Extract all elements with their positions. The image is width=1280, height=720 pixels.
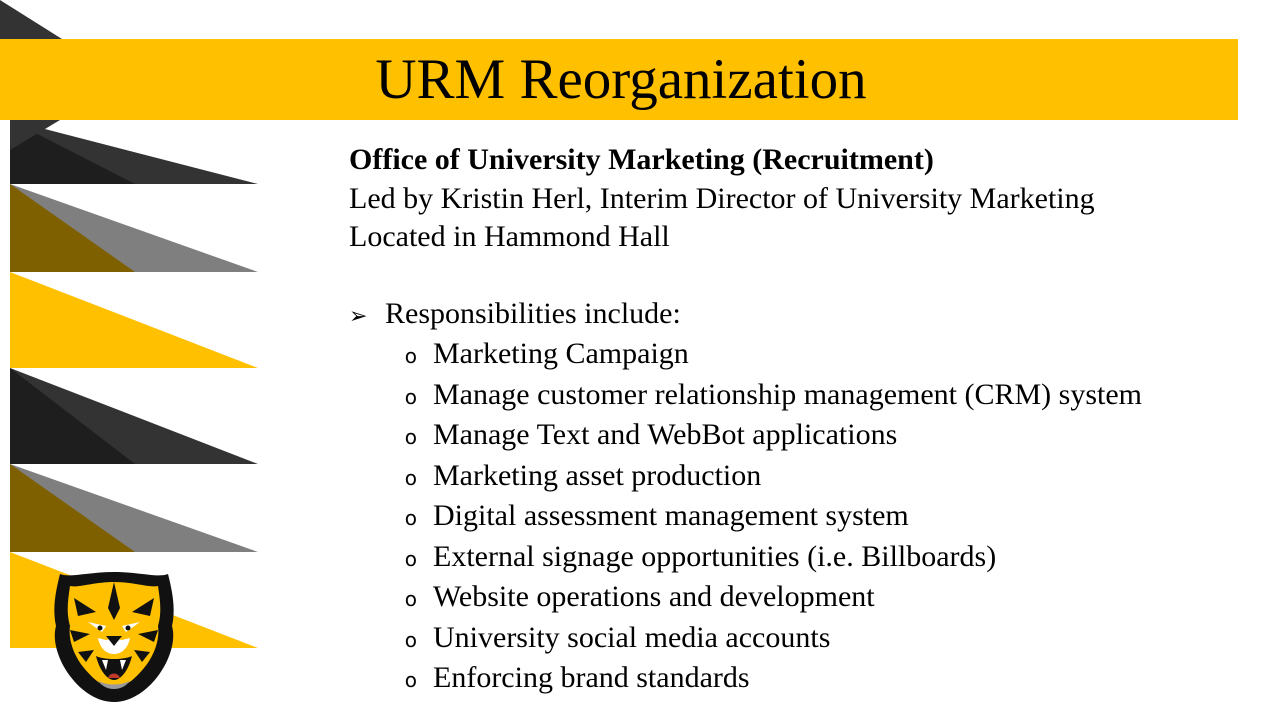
responsibilities-bullet [349, 295, 1279, 336]
bullet-label: Responsibilities include: [385, 296, 681, 330]
circle-bullet-icon: o [404, 344, 417, 368]
list-item-text: Website operations and development [433, 580, 875, 613]
tiger-head-logo-icon [48, 568, 180, 704]
slide-body [349, 141, 1279, 700]
circle-bullet-icon: o [404, 627, 417, 652]
circle-bullet-icon: o [404, 587, 417, 611]
list-item [349, 416, 1279, 457]
list-item [349, 457, 1279, 498]
leader-line: Led by Kristin Herl, Interim Director of University Marketing [349, 181, 1095, 215]
list-item-text: University social media accounts [433, 620, 831, 654]
list-item-text: External signage opportunities (i.e. Billboards) [433, 539, 997, 573]
list-item [349, 538, 1279, 579]
title-bar [0, 39, 1238, 120]
list-item-text: Digital assessment management system [433, 499, 909, 532]
circle-bullet-icon: o [404, 384, 417, 409]
list-item-text: Manage Text and WebBot applications [433, 418, 898, 451]
list-item [349, 497, 1279, 538]
circle-bullet-icon: o [404, 506, 417, 530]
circle-bullet-icon: o [404, 465, 417, 490]
circle-bullet-icon: o [404, 546, 417, 571]
circle-bullet-icon: o [404, 425, 417, 449]
list-item [349, 376, 1279, 417]
responsibilities-list [349, 335, 1279, 700]
location-line: Located in Hammond Hall [349, 220, 670, 253]
circle-bullet-icon: o [404, 668, 417, 692]
office-heading: Office of University Marketing (Recruitment) [349, 143, 934, 176]
arrowhead-bullet-icon: ➢ [349, 302, 368, 328]
list-item-text: Enforcing brand standards [433, 661, 750, 694]
list-item-text: Manage customer relationship management (CRM) system [433, 377, 1142, 411]
list-item [349, 335, 1279, 376]
slide-title: URM Reorganization [375, 48, 867, 111]
spacer [349, 257, 1279, 295]
list-item [349, 659, 1279, 700]
list-item [349, 578, 1279, 619]
list-item-text: Marketing Campaign [433, 337, 689, 370]
list-item-text: Marketing asset production [433, 458, 762, 492]
list-item [349, 619, 1279, 660]
